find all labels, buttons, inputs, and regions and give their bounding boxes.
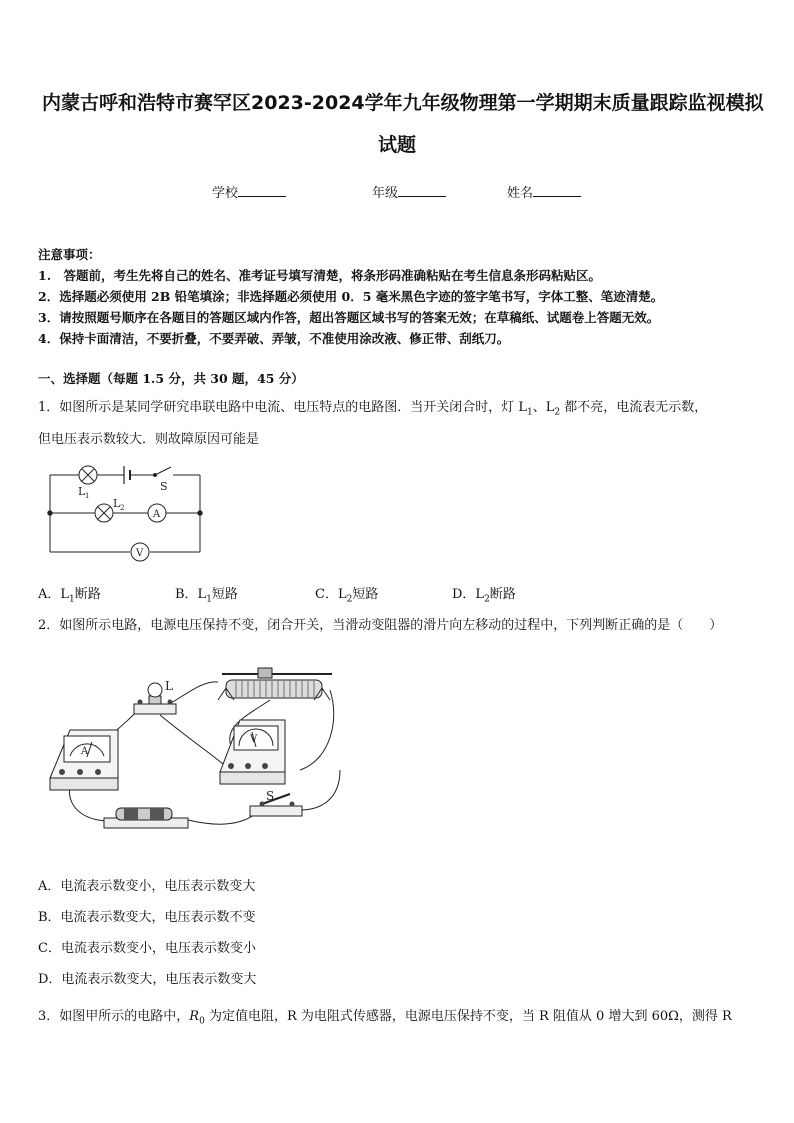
voltmeter-icon — [220, 720, 285, 784]
question-1-text-cont: 但电压表示数较大．则故障原因可能是 — [38, 432, 260, 447]
q1-text-part: 、L — [532, 400, 555, 415]
switch-label: S — [160, 480, 168, 493]
notes-item: 3．请按照题号顺序在各题目的答题区域内作答，超出答题区域书写的答案无效；在草稿纸、试题卷上答题无效。 — [38, 310, 660, 325]
l1-label: L — [78, 485, 86, 498]
q3-text-part: 3．如图甲所示的电路中， — [38, 1009, 190, 1024]
grade-field — [372, 182, 446, 201]
q1-option-c[interactable] — [315, 583, 378, 605]
q1-sub: 1 — [527, 407, 533, 418]
grade-label: 年级 — [372, 186, 399, 201]
grade-blank — [398, 184, 446, 197]
l2-label: L — [113, 497, 121, 510]
q1-option-b[interactable] — [175, 583, 238, 605]
q1-sub: 2 — [554, 407, 561, 418]
voltmeter-label: V — [250, 734, 258, 745]
question-1-text — [38, 396, 707, 418]
option-sub: 2 — [346, 594, 353, 605]
option-text: 短路 — [352, 587, 379, 602]
school-blank — [238, 184, 286, 197]
option-sub: 2 — [484, 594, 490, 605]
ammeter-label: A — [153, 509, 161, 520]
switch-label: S — [266, 789, 275, 803]
name-blank — [533, 184, 581, 197]
q1-option-a[interactable] — [38, 583, 101, 605]
q2-option-d[interactable]: D．电流表示数变大，电压表示数变大 — [38, 972, 257, 987]
switch-icon — [250, 794, 302, 816]
q1-text-part: 都不亮，电流表无示数， — [560, 400, 708, 415]
q1-text-part: 1．如图所示是某同学研究串联电路中电流、电压特点的电路图．当开关闭合时，灯 L — [38, 400, 528, 415]
rheostat-icon — [218, 668, 332, 700]
notes-item: 1. 答题前，考生先将自己的姓名、准考证号填写清楚，将条形码准确粘贴在考生信息条形码粘贴区。 — [38, 268, 602, 283]
l2-sub: 2 — [120, 504, 125, 512]
voltmeter-label: V — [136, 548, 144, 559]
name-field — [507, 182, 581, 201]
lamp-l1-icon — [79, 466, 97, 484]
option-text: A．L — [38, 587, 70, 602]
option-text: 短路 — [211, 587, 238, 602]
q3-text-part: 为定值电阻，R 为电阻式传感器，电源电压保持不变，当 R 阻值从 0 增大到 60Ω，测得 R — [204, 1009, 732, 1024]
school-label: 学校 — [212, 186, 239, 201]
option-text: 断路 — [74, 587, 101, 602]
page-title-cont: 试题 — [378, 134, 417, 156]
q3-r0-sub: 0 — [199, 1016, 205, 1027]
school-field — [212, 182, 286, 201]
notes-item: 2．选择题必须使用 2B 铅笔填涂；非选择题必须使用 0．5 毫米黑色字迹的签字笔书写，字体工整、笔迹清楚。 — [38, 289, 664, 304]
page-title: 内蒙古呼和浩特市赛罕区2023-2024学年九年级物理第一学期期末质量跟踪监视模拟 — [42, 92, 764, 114]
notes-item: 4．保持卡面清洁，不要折叠，不要弄破、弄皱，不准使用涂改液、修正带、刮纸刀。 — [38, 331, 510, 346]
option-text: C．L — [315, 587, 347, 602]
option-text: B．L — [175, 587, 207, 602]
option-text: 断路 — [489, 587, 516, 602]
battery-icon — [104, 808, 188, 828]
question-2-text: 2．如图所示电路，电源电压保持不变，闭合开关，当滑动变阻器的滑片向左移动的过程中，下列判断正确的是（ ） — [38, 618, 723, 633]
ammeter-icon — [50, 730, 118, 790]
lamp-l2-icon — [95, 504, 113, 522]
option-sub: 1 — [206, 594, 212, 605]
q2-option-c[interactable]: C．电流表示数变小，电压表示数变小 — [38, 941, 256, 956]
question-3-text — [38, 1005, 732, 1027]
ammeter-label: A — [81, 746, 89, 757]
q3-r0: R — [189, 1009, 200, 1024]
q2-option-a[interactable]: A．电流表示数变小，电压表示数变大 — [38, 879, 256, 894]
name-label: 姓名 — [507, 186, 534, 201]
notes-heading: 注意事项： — [38, 247, 101, 262]
q1-circuit-diagram — [40, 455, 210, 565]
lamp-label: L — [165, 679, 173, 693]
q2-option-b[interactable]: B．电流表示数变大，电压表示数不变 — [38, 910, 256, 925]
q1-option-d[interactable] — [452, 583, 516, 605]
option-text: D．L — [452, 587, 485, 602]
l1-sub: 1 — [85, 492, 90, 500]
option-sub: 1 — [69, 594, 75, 605]
section-heading: 一、选择题（每题 1.5 分，共 30 题，45 分） — [38, 371, 304, 386]
q2-apparatus-diagram — [40, 660, 360, 840]
